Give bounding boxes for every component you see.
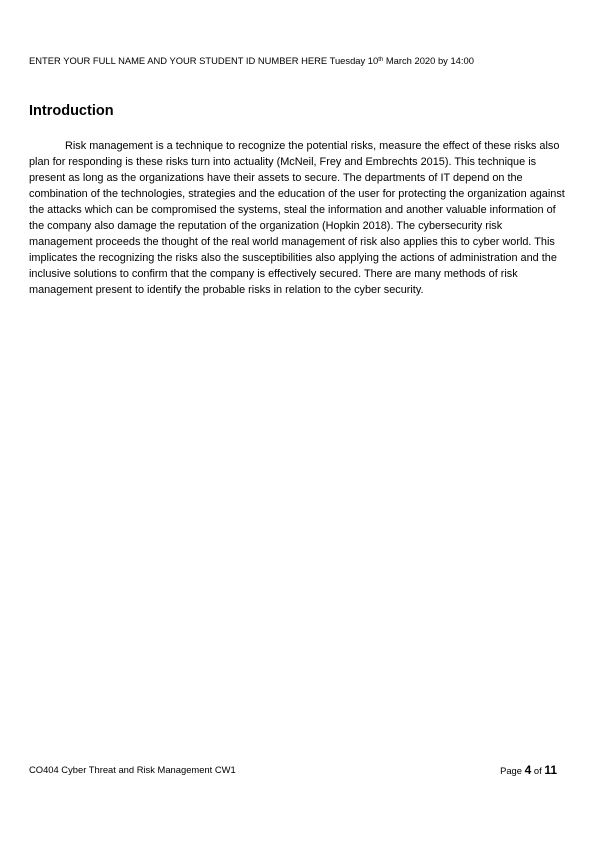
page-of: of xyxy=(531,765,545,776)
body-paragraph xyxy=(29,138,565,298)
page-header xyxy=(29,55,569,67)
date-superscript: th xyxy=(378,57,384,63)
page-number xyxy=(500,763,557,778)
page-label: Page xyxy=(500,765,525,776)
paragraph-text: Risk management is a technique to recognize the potential risks, measure the effect of these risks also plan for responding is these risks turn into actuality (McNeil, Frey and Embrechts 2015). This technique is present as long as the organizations have their assets to secure. The departments of IT depend on the combination of the technologies, strategies and the education of the user for protecting the organization against the attacks which can be compromised the systems, steal the information and another valuable information of the company also damage the reputation of the organization (Hopkin 2018). The cybersecurity risk management proceeds the thought of the real world management of risk also applies this to cyber world. This implicates the recognizing the risks also the susceptibilities also applying the actions of administration and the inclusive solutions to confirm that the company is effectively secured. There are many methods of risk management present to identify the probable risks in relation to the cyber security. xyxy=(29,140,565,296)
section-heading: Introduction xyxy=(29,103,114,119)
header-text: ENTER YOUR FULL NAME AND YOUR STUDENT ID NUMBER HERE Tuesday 10 xyxy=(29,55,379,66)
page-total: 11 xyxy=(544,763,557,777)
page-current: 4 xyxy=(524,763,532,777)
page-footer xyxy=(29,763,557,777)
header-deadline: March 2020 by 14:00 xyxy=(383,55,474,66)
footer-course-title: CO404 Cyber Threat and Risk Management CW1 xyxy=(29,764,236,775)
